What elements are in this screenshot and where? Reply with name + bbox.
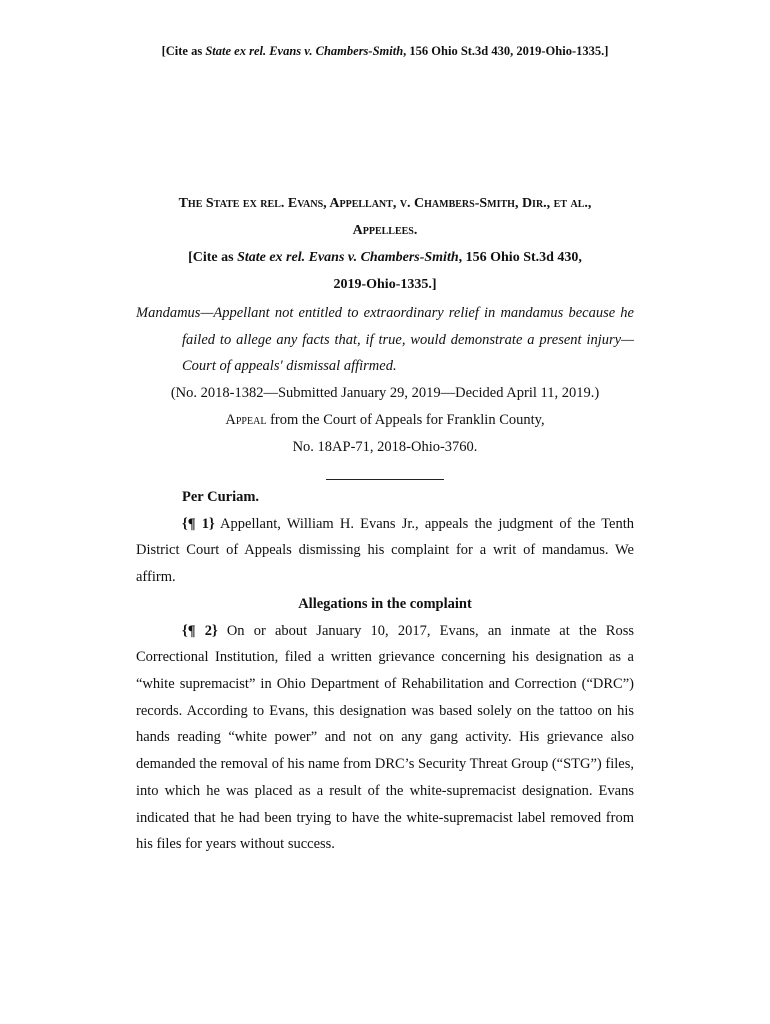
header-suffix: , 156 Ohio St.3d 430, 2019-Ohio-1335.] [403,44,609,58]
appeal-line-2: No. 18AP-71, 2018-Ohio-3760. [292,438,478,455]
header-prefix: [Cite as [161,44,206,58]
appeal-court: from the Court of Appeals for Franklin County, [266,411,545,428]
paragraph-2 [136,618,634,858]
paragraph-number: {¶ 2} [182,622,218,639]
appeal-line-1 [136,407,634,434]
paragraph-1 [136,511,634,591]
cite-suffix: , 156 Ohio St.3d 430, [458,250,582,265]
per-curiam-heading: Per Curiam. [182,489,260,505]
citation-line-2: 2019-Ohio-1335.] [333,277,437,292]
case-caption [136,190,634,480]
case-name-line-1: The State ex rel. Evans, Appellant, v. Chambers-Smith, Dir., et al., [178,196,592,211]
paragraph-number: {¶ 1} [182,515,215,532]
docket-line: (No. 2018-1382—Submitted January 29, 2019—Decided April 11, 2019.) [170,384,600,401]
running-citation-header [0,44,770,59]
opinion-body [136,484,634,858]
section-heading: Allegations in the complaint [298,595,472,612]
case-name-line-2: Appellees. [352,223,418,238]
cite-case-name: State ex rel. Evans v. Chambers-Smith [237,250,459,265]
paragraph-text: On or about January 10, 2017, Evans, an inmate at the Ross Correctional Institution, filed a written grievance concerning his designation as a “white supremacist” in Ohio Department of Rehabilitation and Correction (“DRC”) records. According to Evans, this designation was based solely on the tattoo on his hands reading “white power” and not on any gang activity. His grievance also demanded the removal of his name from DRC’s Security Threat Group (“STG”) files, into which he was placed as a result of the white-supremacist designation. Evans indicated that he had been trying to have the white-supremacist label removed from his files for years without success. [136,622,634,853]
appeal-label: Appeal [225,411,267,428]
paragraph-text: Appellant, William H. Evans Jr., appeals the judgment of the Tenth District Court of Appeals dismissing his complaint for a writ of mandamus. We affirm. [136,515,634,585]
cite-prefix: [Cite as [188,250,238,265]
citation-line-1 [136,244,634,271]
header-case-name: State ex rel. Evans v. Chambers-Smith [205,44,404,58]
syllabus: Mandamus—Appellant not entitled to extraordinary relief in mandamus because he failed to allege any facts that, if true, would demonstrate a present injury—Court of appeals' dismissal affirmed. [136,305,634,374]
separator-rule [326,479,444,480]
